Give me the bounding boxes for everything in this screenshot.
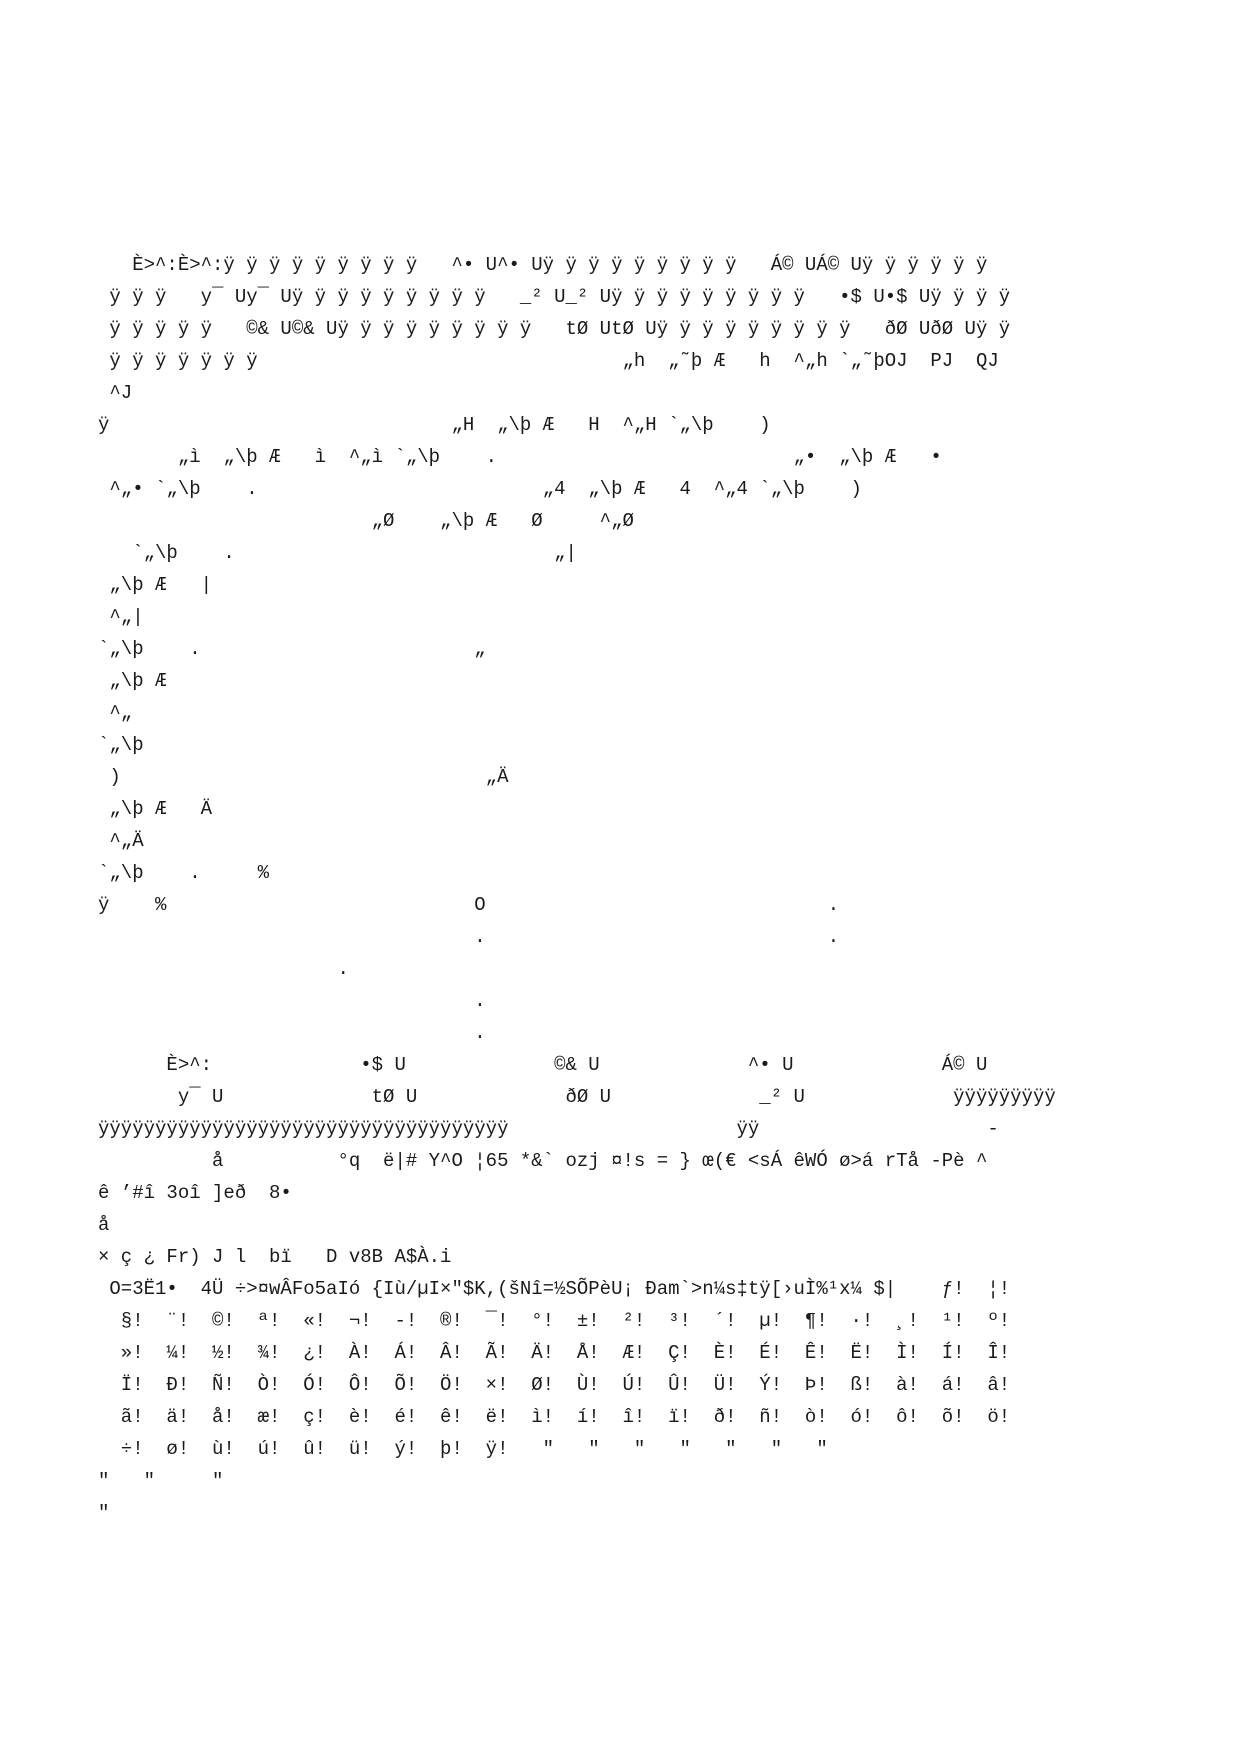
text-line: È>^:È>^:ÿ ÿ ÿ ÿ ÿ ÿ ÿ ÿ ÿ ^• U^• Uÿ ÿ ÿ ÿ ÿ ÿ ÿ ÿ ÿ Á© UÁ© Uÿ ÿ ÿ ÿ ÿ ÿ [98,254,988,276]
text-line: `„\þ . % [98,862,270,884]
text-line: å [98,1214,110,1236]
text-line: ^„ [98,702,133,724]
text-line: . . [98,926,840,948]
text-line: ÿÿÿÿÿÿÿÿÿÿÿÿÿÿÿÿÿÿÿÿÿÿÿÿÿÿÿÿÿÿÿÿÿÿÿÿ ÿÿ - [98,1118,999,1140]
text-line: `„\þ . „| [98,542,577,564]
text-line: ê ’#î 3oî ]eð 8• [98,1182,292,1204]
text-line: × ç ¿ Fr) J l bï D v8B A$À.i [98,1246,452,1268]
text-line: ) „Ä [98,766,509,788]
text-line: " " " [98,1470,224,1492]
text-line: »! ¼! ½! ¾! ¿! À! Á! Â! Ã! Ä! Å! Æ! Ç! È! É! Ê! Ë! Ì! Í! Î! [98,1342,1011,1364]
text-line: Ï! Ð! Ñ! Ò! Ó! Ô! Õ! Ö! ×! Ø! Ù! Ú! Û! Ü! Ý! Þ! ß! à! á! â! [98,1374,1011,1396]
text-line: „Ø „\þ Æ Ø ^„Ø [98,510,634,532]
text-line: „\þ Æ [98,670,167,692]
text-line: ^„Ä [98,830,144,852]
text-line: . [98,1022,486,1044]
text-line: O=3Ë1• 4Ü ÷>¤wÂFo5aIó {Iù/µI×"$K,(šNî=½SÕPèU¡ Ðam`>n¼s‡tÿ[›uÌ%¹x¼ $| ƒ! ¦! [98,1278,1011,1300]
text-line: ÿ ÿ ÿ y¯ Uy¯ Uÿ ÿ ÿ ÿ ÿ ÿ ÿ ÿ ÿ _² U_² Uÿ ÿ ÿ ÿ ÿ ÿ ÿ ÿ ÿ •$ U•$ Uÿ ÿ ÿ ÿ [98,286,1011,308]
text-line: ÿ „H „\þ Æ H ^„H `„\þ ) [98,414,771,436]
text-line: . [98,958,349,980]
text-line: ^„| [98,606,144,628]
text-line: ^„• `„\þ . „4 „\þ Æ 4 ^„4 `„\þ ) [98,478,862,500]
text-line: §! ¨! ©! ª! «! ¬! -! ®! ¯! °! ±! ²! ³! ´! µ! ¶! ·! ¸! ¹! º! [98,1310,1011,1332]
text-line: ÿ ÿ ÿ ÿ ÿ ©& U©& Uÿ ÿ ÿ ÿ ÿ ÿ ÿ ÿ ÿ tØ UtØ Uÿ ÿ ÿ ÿ ÿ ÿ ÿ ÿ ÿ ðØ UðØ Uÿ ÿ [98,318,1011,340]
text-line: . [98,990,486,1012]
text-line: å °q ë|# Y^O ¦65 *&` ozj ¤!s = } œ(€ <sÁ êWÓ ø>á rTå -Pè ^ [98,1150,988,1172]
text-line: ã! ä! å! æ! ç! è! é! ê! ë! ì! í! î! ï! ð! ñ! ò! ó! ô! õ! ö! [98,1406,1011,1428]
text-line: `„\þ [98,734,144,756]
text-line: ÿ ÿ ÿ ÿ ÿ ÿ ÿ „h „˜þ Æ h ^„h `„˜þOJ PJ QJ [98,350,999,372]
text-line: „\þ Æ | [98,574,213,596]
text-line: y¯ U tØ U ðØ U _² U ÿÿÿÿÿÿÿÿÿ [98,1086,1056,1108]
text-line: " [98,1502,110,1524]
text-line: „\þ Æ Ä [98,798,213,820]
text-line: ^J [98,382,133,404]
text-line: ÷! ø! ù! ú! û! ü! ý! þ! ÿ! " " " " " " " [98,1438,828,1460]
text-line: ÿ % O . [98,894,840,916]
text-line: È>^: •$ U ©& U ^• U Á© U [98,1054,988,1076]
text-line: `„\þ . „ [98,638,486,660]
text-line: „ì „\þ Æ ì ^„ì `„\þ . „• „\þ Æ • [98,446,942,468]
